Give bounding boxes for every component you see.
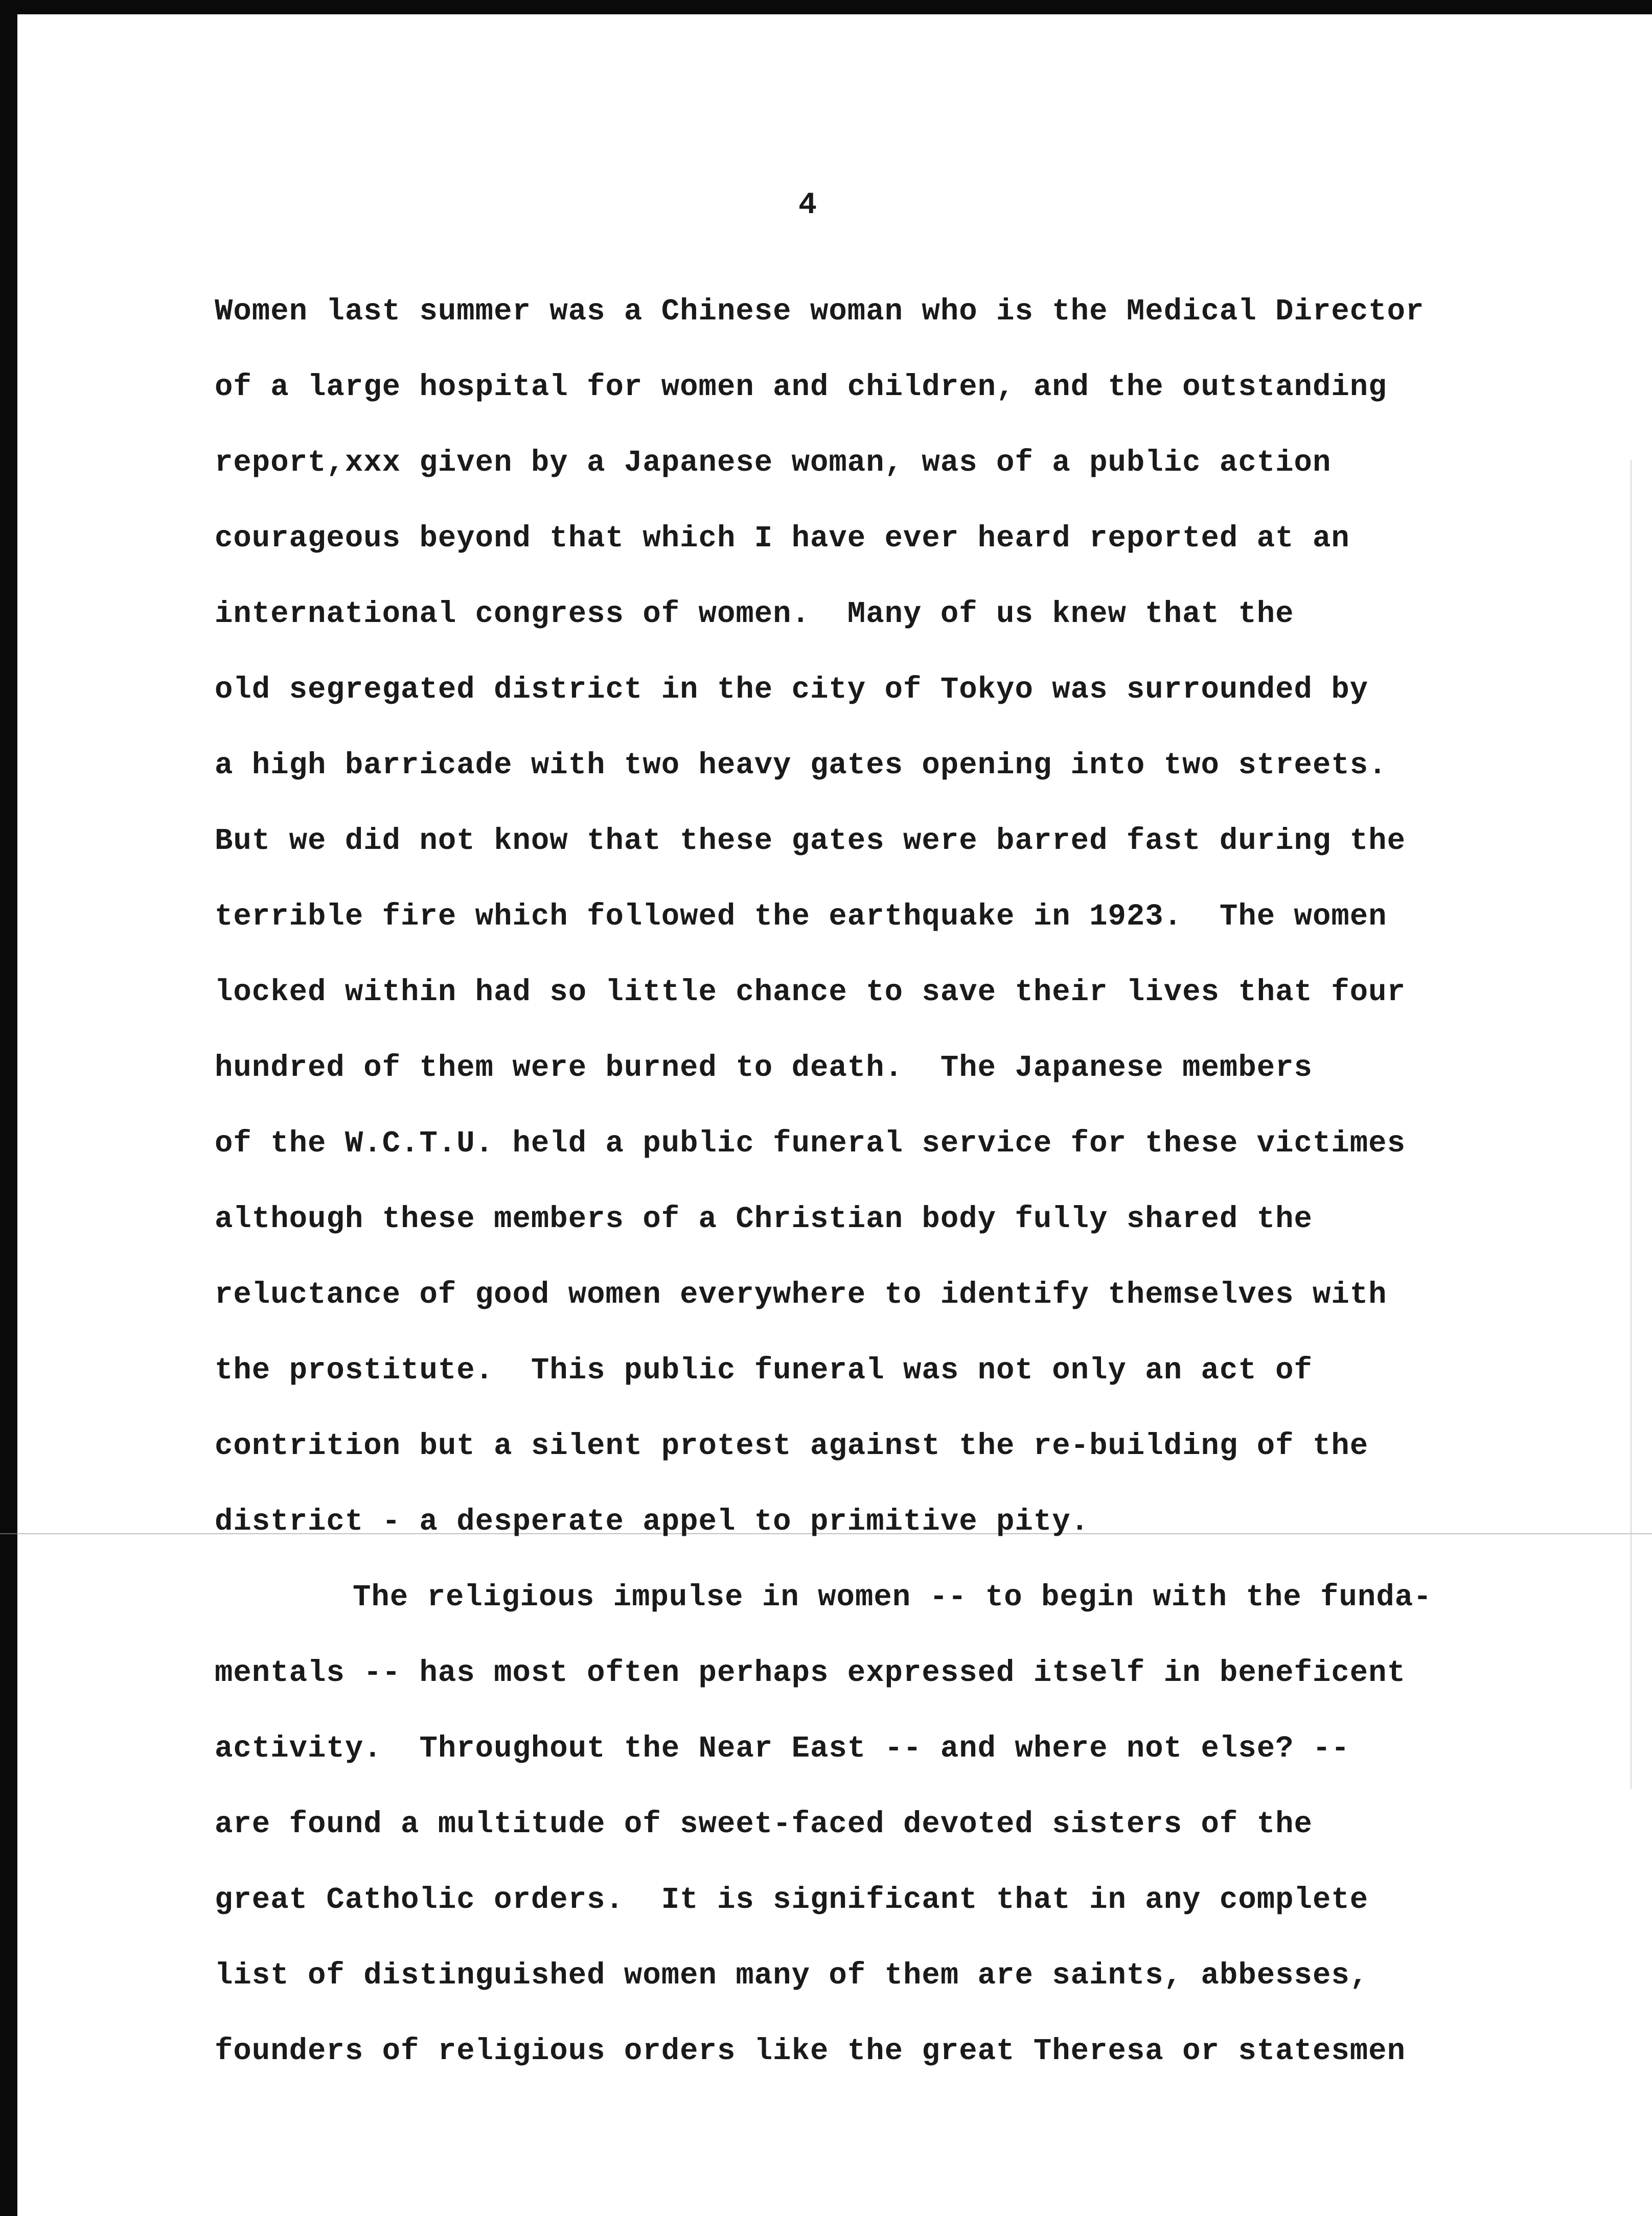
text-line: although these members of a Christian body fully shared the <box>215 1202 1313 1236</box>
text-line: are found a multitude of sweet-faced devoted sisters of the <box>215 1807 1313 1841</box>
right-crease <box>1631 460 1632 1789</box>
text-line: great Catholic orders. It is significant that in any complete <box>215 1883 1369 1917</box>
text-line: activity. Throughout the Near East -- and where not else? -- <box>215 1732 1350 1766</box>
text-line: reluctance of good women everywhere to identify themselves with <box>215 1278 1387 1312</box>
page-number: 4 <box>798 188 817 223</box>
text-line: mentals -- has most often perhaps expressed itself in beneficent <box>215 1656 1406 1690</box>
text-line: of a large hospital for women and children, and the outstanding <box>215 370 1387 404</box>
text-line: a high barricade with two heavy gates opening into two streets. <box>215 748 1387 782</box>
text-line: hundred of them were burned to death. The Japanese members <box>215 1051 1313 1085</box>
text-line: district - a desperate appel to primitive pity. <box>215 1505 1090 1539</box>
text-line: list of distinguished women many of them are saints, abbesses, <box>215 1958 1369 1993</box>
text-line: founders of religious orders like the great Theresa or statesmen <box>215 2034 1406 2068</box>
body-text <box>215 296 1564 2112</box>
scan-edge-left <box>0 0 17 2216</box>
text-line: international congress of women. Many of us knew that the <box>215 597 1294 631</box>
text-line: report,xxx given by a Japanese woman, was of a public action <box>215 446 1332 480</box>
text-line: courageous beyond that which I have ever heard reported at an <box>215 521 1350 556</box>
text-line: of the W.C.T.U. held a public funeral service for these victimes <box>215 1126 1406 1161</box>
text-line: But we did not know that these gates were barred fast during the <box>215 824 1406 858</box>
text-line: locked within had so little chance to save their lives that four <box>215 975 1406 1009</box>
text-line: terrible fire which followed the earthquake in 1923. The women <box>215 899 1387 934</box>
scan-edge-top <box>0 0 1652 14</box>
text-line: the prostitute. This public funeral was not only an act of <box>215 1353 1313 1388</box>
text-line: Women last summer was a Chinese woman who is the Medical Director <box>215 294 1425 329</box>
text-line: The religious impulse in women -- to begin with the funda- <box>353 1580 1432 1614</box>
text-line: contrition but a silent protest against the re-building of the <box>215 1429 1369 1463</box>
text-line: old segregated district in the city of Tokyo was surrounded by <box>215 673 1369 707</box>
